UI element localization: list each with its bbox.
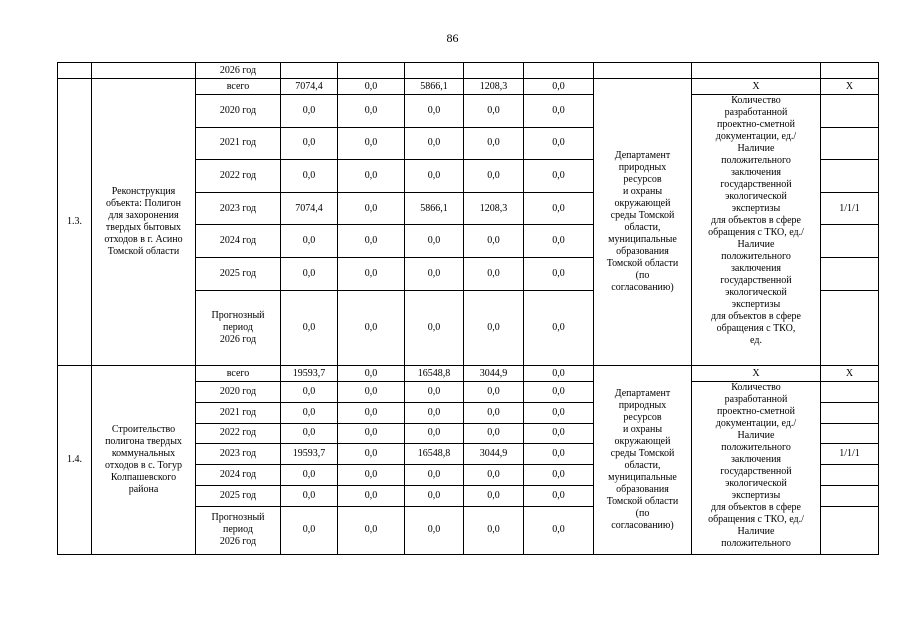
cell-indicator-value <box>821 402 879 423</box>
table-row <box>58 366 879 382</box>
cell-value: 0,0 <box>281 257 338 290</box>
section-name: Строительство полигона твердых коммунальных отходов в с. Тогур Колпашевского района <box>92 366 196 555</box>
section-number: 1.3. <box>58 79 92 366</box>
cell-value: 0,0 <box>464 423 524 444</box>
cell-value: 0,0 <box>524 444 594 465</box>
cell-value: 7074,4 <box>281 192 338 225</box>
cell-period: 2026 год <box>196 63 281 79</box>
budget-table <box>57 62 879 555</box>
cell-indicator <box>692 382 821 555</box>
cell-value: 1208,3 <box>464 79 524 95</box>
cell-indicator-value: Х <box>821 79 879 95</box>
cell-value: 0,0 <box>281 127 338 160</box>
cell-value: 0,0 <box>338 423 405 444</box>
cell-value: 0,0 <box>464 225 524 258</box>
cell-indicator-value <box>821 506 879 554</box>
cell-value: 0,0 <box>405 506 464 554</box>
cell-value: 0,0 <box>281 160 338 193</box>
cell-period: Прогнозный период 2026 год <box>196 506 281 554</box>
cell-indicator-value <box>821 465 879 486</box>
cell-indicator <box>692 95 821 366</box>
cell-value: 0,0 <box>281 465 338 486</box>
cell-value: 0,0 <box>464 290 524 365</box>
cell-value: 0,0 <box>524 402 594 423</box>
cell-value: 0,0 <box>338 192 405 225</box>
cell-value: 0,0 <box>524 192 594 225</box>
cell-value: 0,0 <box>405 225 464 258</box>
cell-value <box>338 63 405 79</box>
indicator-text: Количество разработанной проектно-сметной документации, ед./ Наличие положительного заключения государственной экологической экспертизы для объектов в сфере обращения с ТКО, ед./ Наличие положительного <box>708 382 804 549</box>
cell-value: 0,0 <box>524 465 594 486</box>
cell-period: 2025 год <box>196 257 281 290</box>
cell-indicator-value <box>821 225 879 258</box>
cell-value: 16548,8 <box>405 444 464 465</box>
cell-value: 0,0 <box>338 79 405 95</box>
cell-value: 0,0 <box>524 225 594 258</box>
cell-value: 0,0 <box>338 465 405 486</box>
cell-value: 16548,8 <box>405 366 464 382</box>
cell-indicator-value <box>821 485 879 506</box>
cell-indicator: Х <box>692 79 821 95</box>
cell-value: 0,0 <box>524 485 594 506</box>
cell-value: 0,0 <box>338 95 405 128</box>
cell-indicator-value <box>821 382 879 403</box>
cell-value: 0,0 <box>281 290 338 365</box>
cell-period: 2021 год <box>196 127 281 160</box>
cell-value: 0,0 <box>524 290 594 365</box>
cell-value: 0,0 <box>281 423 338 444</box>
cell-value: 0,0 <box>524 160 594 193</box>
cell-value: 0,0 <box>464 485 524 506</box>
cell-value: 0,0 <box>338 382 405 403</box>
cell-period: 2022 год <box>196 423 281 444</box>
cell-value: 0,0 <box>464 95 524 128</box>
cell-value <box>281 63 338 79</box>
cell-indicator-value <box>821 127 879 160</box>
cell-value: 0,0 <box>464 506 524 554</box>
cell-period: всего <box>196 79 281 95</box>
cell-value: 0,0 <box>405 423 464 444</box>
cell-period: 2024 год <box>196 225 281 258</box>
indicator-text: Количество разработанной проектно-сметной документации, ед./ Наличие положительного заключения государственной экологической экспертизы для объектов в сфере обращения с ТКО, ед./ Наличие положительного заключения государственной экологической экспертизы для объектов в сфере обращения с ТКО, ед. <box>708 95 804 346</box>
cell-value: 0,0 <box>524 257 594 290</box>
cell-period: 2021 год <box>196 402 281 423</box>
cell-department: Департамент природных ресурсов и охраны окружающей среды Томской области, муниципальные образования Томской области (по согласованию) <box>594 366 692 555</box>
cell-value: 0,0 <box>524 506 594 554</box>
cell-value: 0,0 <box>281 402 338 423</box>
cell-period: Прогнозный период 2026 год <box>196 290 281 365</box>
cell-period: всего <box>196 366 281 382</box>
cell-value: 19593,7 <box>281 444 338 465</box>
cell-value: 7074,4 <box>281 79 338 95</box>
cell-value: 5866,1 <box>405 79 464 95</box>
cell-value: 3044,9 <box>464 444 524 465</box>
cell-value: 19593,7 <box>281 366 338 382</box>
cell-value <box>405 63 464 79</box>
cell-value: 0,0 <box>464 127 524 160</box>
cell-value: 0,0 <box>338 290 405 365</box>
cell-value: 0,0 <box>464 160 524 193</box>
cell-indicator: Х <box>692 366 821 382</box>
cell-value: 0,0 <box>281 382 338 403</box>
cell-value: 0,0 <box>524 382 594 403</box>
cell-value: 0,0 <box>405 95 464 128</box>
page-number: 86 <box>446 31 459 45</box>
cell-value: 0,0 <box>281 95 338 128</box>
cell-indicator-value: Х <box>821 366 879 382</box>
cell-value: 0,0 <box>405 382 464 403</box>
cell-value: 0,0 <box>338 160 405 193</box>
cell-value: 0,0 <box>405 127 464 160</box>
cell-period: 2023 год <box>196 444 281 465</box>
cell-value: 0,0 <box>524 127 594 160</box>
cell-value: 0,0 <box>464 382 524 403</box>
cell-indicator-value <box>821 95 879 128</box>
cell-indicator-value <box>821 160 879 193</box>
cell-period: 2025 год <box>196 485 281 506</box>
cell-value: 0,0 <box>338 225 405 258</box>
cell-value: 0,0 <box>281 225 338 258</box>
cell-value: 0,0 <box>338 127 405 160</box>
cell-value: 0,0 <box>338 257 405 290</box>
cell-value: 0,0 <box>524 423 594 444</box>
cell-department: Департамент природных ресурсов и охраны окружающей среды Томской области, муниципальные образования Томской области (по согласованию) <box>594 79 692 366</box>
cell-indicator-value <box>821 257 879 290</box>
cell-indicator-value <box>821 63 879 79</box>
cell-value: 0,0 <box>338 366 405 382</box>
cell-period: 2020 год <box>196 382 281 403</box>
table-row <box>58 63 879 79</box>
cell-indicator-value <box>821 290 879 365</box>
cell-indicator-value: 1/1/1 <box>821 444 879 465</box>
cell-value: 0,0 <box>338 444 405 465</box>
cell-value: 0,0 <box>405 257 464 290</box>
cell-value <box>524 63 594 79</box>
cell-value: 0,0 <box>405 485 464 506</box>
cell-value: 0,0 <box>464 257 524 290</box>
table-row <box>58 79 879 95</box>
cell-value: 0,0 <box>524 79 594 95</box>
cell-value: 5866,1 <box>405 192 464 225</box>
cell-value: 0,0 <box>405 290 464 365</box>
cell-period: 2024 год <box>196 465 281 486</box>
cell-value: 1208,3 <box>464 192 524 225</box>
cell-value: 0,0 <box>338 485 405 506</box>
cell-value <box>464 63 524 79</box>
cell-indicator-value <box>821 423 879 444</box>
cell-period: 2023 год <box>196 192 281 225</box>
cell-value: 0,0 <box>338 506 405 554</box>
section-number: 1.4. <box>58 366 92 555</box>
cell-indicator <box>692 63 821 79</box>
cell-department <box>594 63 692 79</box>
cell-value: 0,0 <box>524 366 594 382</box>
cell-period: 2022 год <box>196 160 281 193</box>
cell-value: 0,0 <box>464 402 524 423</box>
cell-value: 0,0 <box>338 402 405 423</box>
cell-indicator-value: 1/1/1 <box>821 192 879 225</box>
cell-value: 0,0 <box>524 95 594 128</box>
cell-value: 0,0 <box>405 465 464 486</box>
cell-period: 2020 год <box>196 95 281 128</box>
cell-value: 0,0 <box>281 485 338 506</box>
cell-value: 0,0 <box>281 506 338 554</box>
cell-num <box>58 63 92 79</box>
section-name: Реконструкция объекта: Полигон для захоронения твердых бытовых отходов в г. Асино Томской области <box>92 79 196 366</box>
cell-value: 0,0 <box>405 402 464 423</box>
cell-value: 0,0 <box>405 160 464 193</box>
cell-value: 3044,9 <box>464 366 524 382</box>
cell-value: 0,0 <box>464 465 524 486</box>
cell-name <box>92 63 196 79</box>
